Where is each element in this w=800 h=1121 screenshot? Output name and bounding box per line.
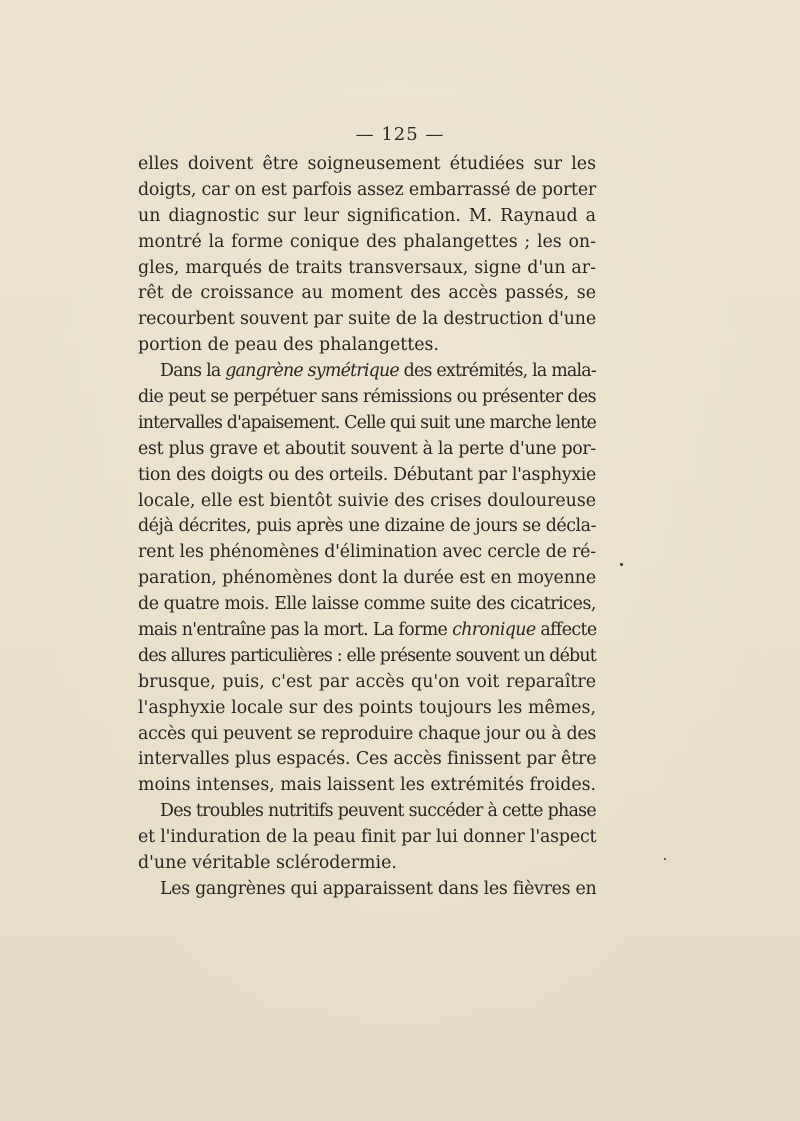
text-line: rent les phénomènes d'élimination avec cercle de ré- [138,542,597,563]
text-line: doigts, car on est parfois assez embarrassé de porter [138,179,596,200]
text-line: recourbent souvent par suite de la destruction d'une [138,309,597,330]
italic-term: gangrène symétrique [225,361,399,382]
italic-term: chronique [452,620,536,641]
text-line: accès qui peuvent se reproduire chaque jour ou à des [138,723,596,744]
text-line: Des troubles nutritifs peuvent succéder à cette phase [160,801,596,822]
text-line: paration, phénomènes dont la durée est en moyenne [138,568,596,589]
text-line: elles doivent être soigneusement étudiées sur les [138,154,596,174]
text-line: de quatre mois. Elle laisse comme suite des cicatrices, [138,594,597,615]
text-line: d'une véritable sclérodermie. [138,853,397,874]
text-line: portion de peau des phalangettes. [138,335,439,356]
text-line: déjà décrites, puis après une dizaine de jours se décla- [138,516,596,537]
text-line: intervalles plus espacés. Ces accès finissent par être [138,749,597,770]
text-line: gles, marqués de traits transversaux, signe d'un ar- [138,257,596,278]
body-text [138,152,596,903]
text-segment: mais n'entraîne pas la mort. La forme [138,620,453,641]
text-segment: affecte [535,620,597,641]
text-line: moins intenses, mais laissent les extrémités froides. [138,775,597,796]
text-line: des allures particulières : elle présente souvent un début [138,645,596,666]
text-line [138,618,596,644]
text-line [138,359,596,385]
text-line: un diagnostic sur leur signification. M. Raynaud a [138,205,596,226]
text-line: tion des doigts ou des orteils. Débutant par l'asphyxie [138,464,597,485]
text-line: intervalles d'apaisement. Celle qui suit une marche lente [138,412,597,433]
text-segment: des extrémités, la mala- [398,361,596,382]
page-number: — 125 — [355,124,445,145]
text-line: est plus grave et aboutit souvent à la perte d'une por- [138,438,597,459]
text-segment: Dans la [160,361,226,382]
text-line: locale, elle est bientôt suivie des crises douloureuse [138,490,596,511]
text-line: rêt de croissance au moment des accès passés, se [138,283,596,304]
text-line: die peut se perpétuer sans rémissions ou présenter des [138,387,596,408]
text-line: et l'induration de la peau finit par lui donner l'aspect [138,827,597,848]
text-line: montré la forme conique des phalangettes ; les on- [138,231,596,252]
text-line: brusque, puis, c'est par accès qu'on voit reparaître [138,671,596,692]
paper-speck [620,563,623,566]
paper-speck [664,858,666,860]
text-line: Les gangrènes qui apparaissent dans les fièvres en [160,878,597,899]
text-line: l'asphyxie locale sur des points toujours les mêmes, [138,697,596,718]
